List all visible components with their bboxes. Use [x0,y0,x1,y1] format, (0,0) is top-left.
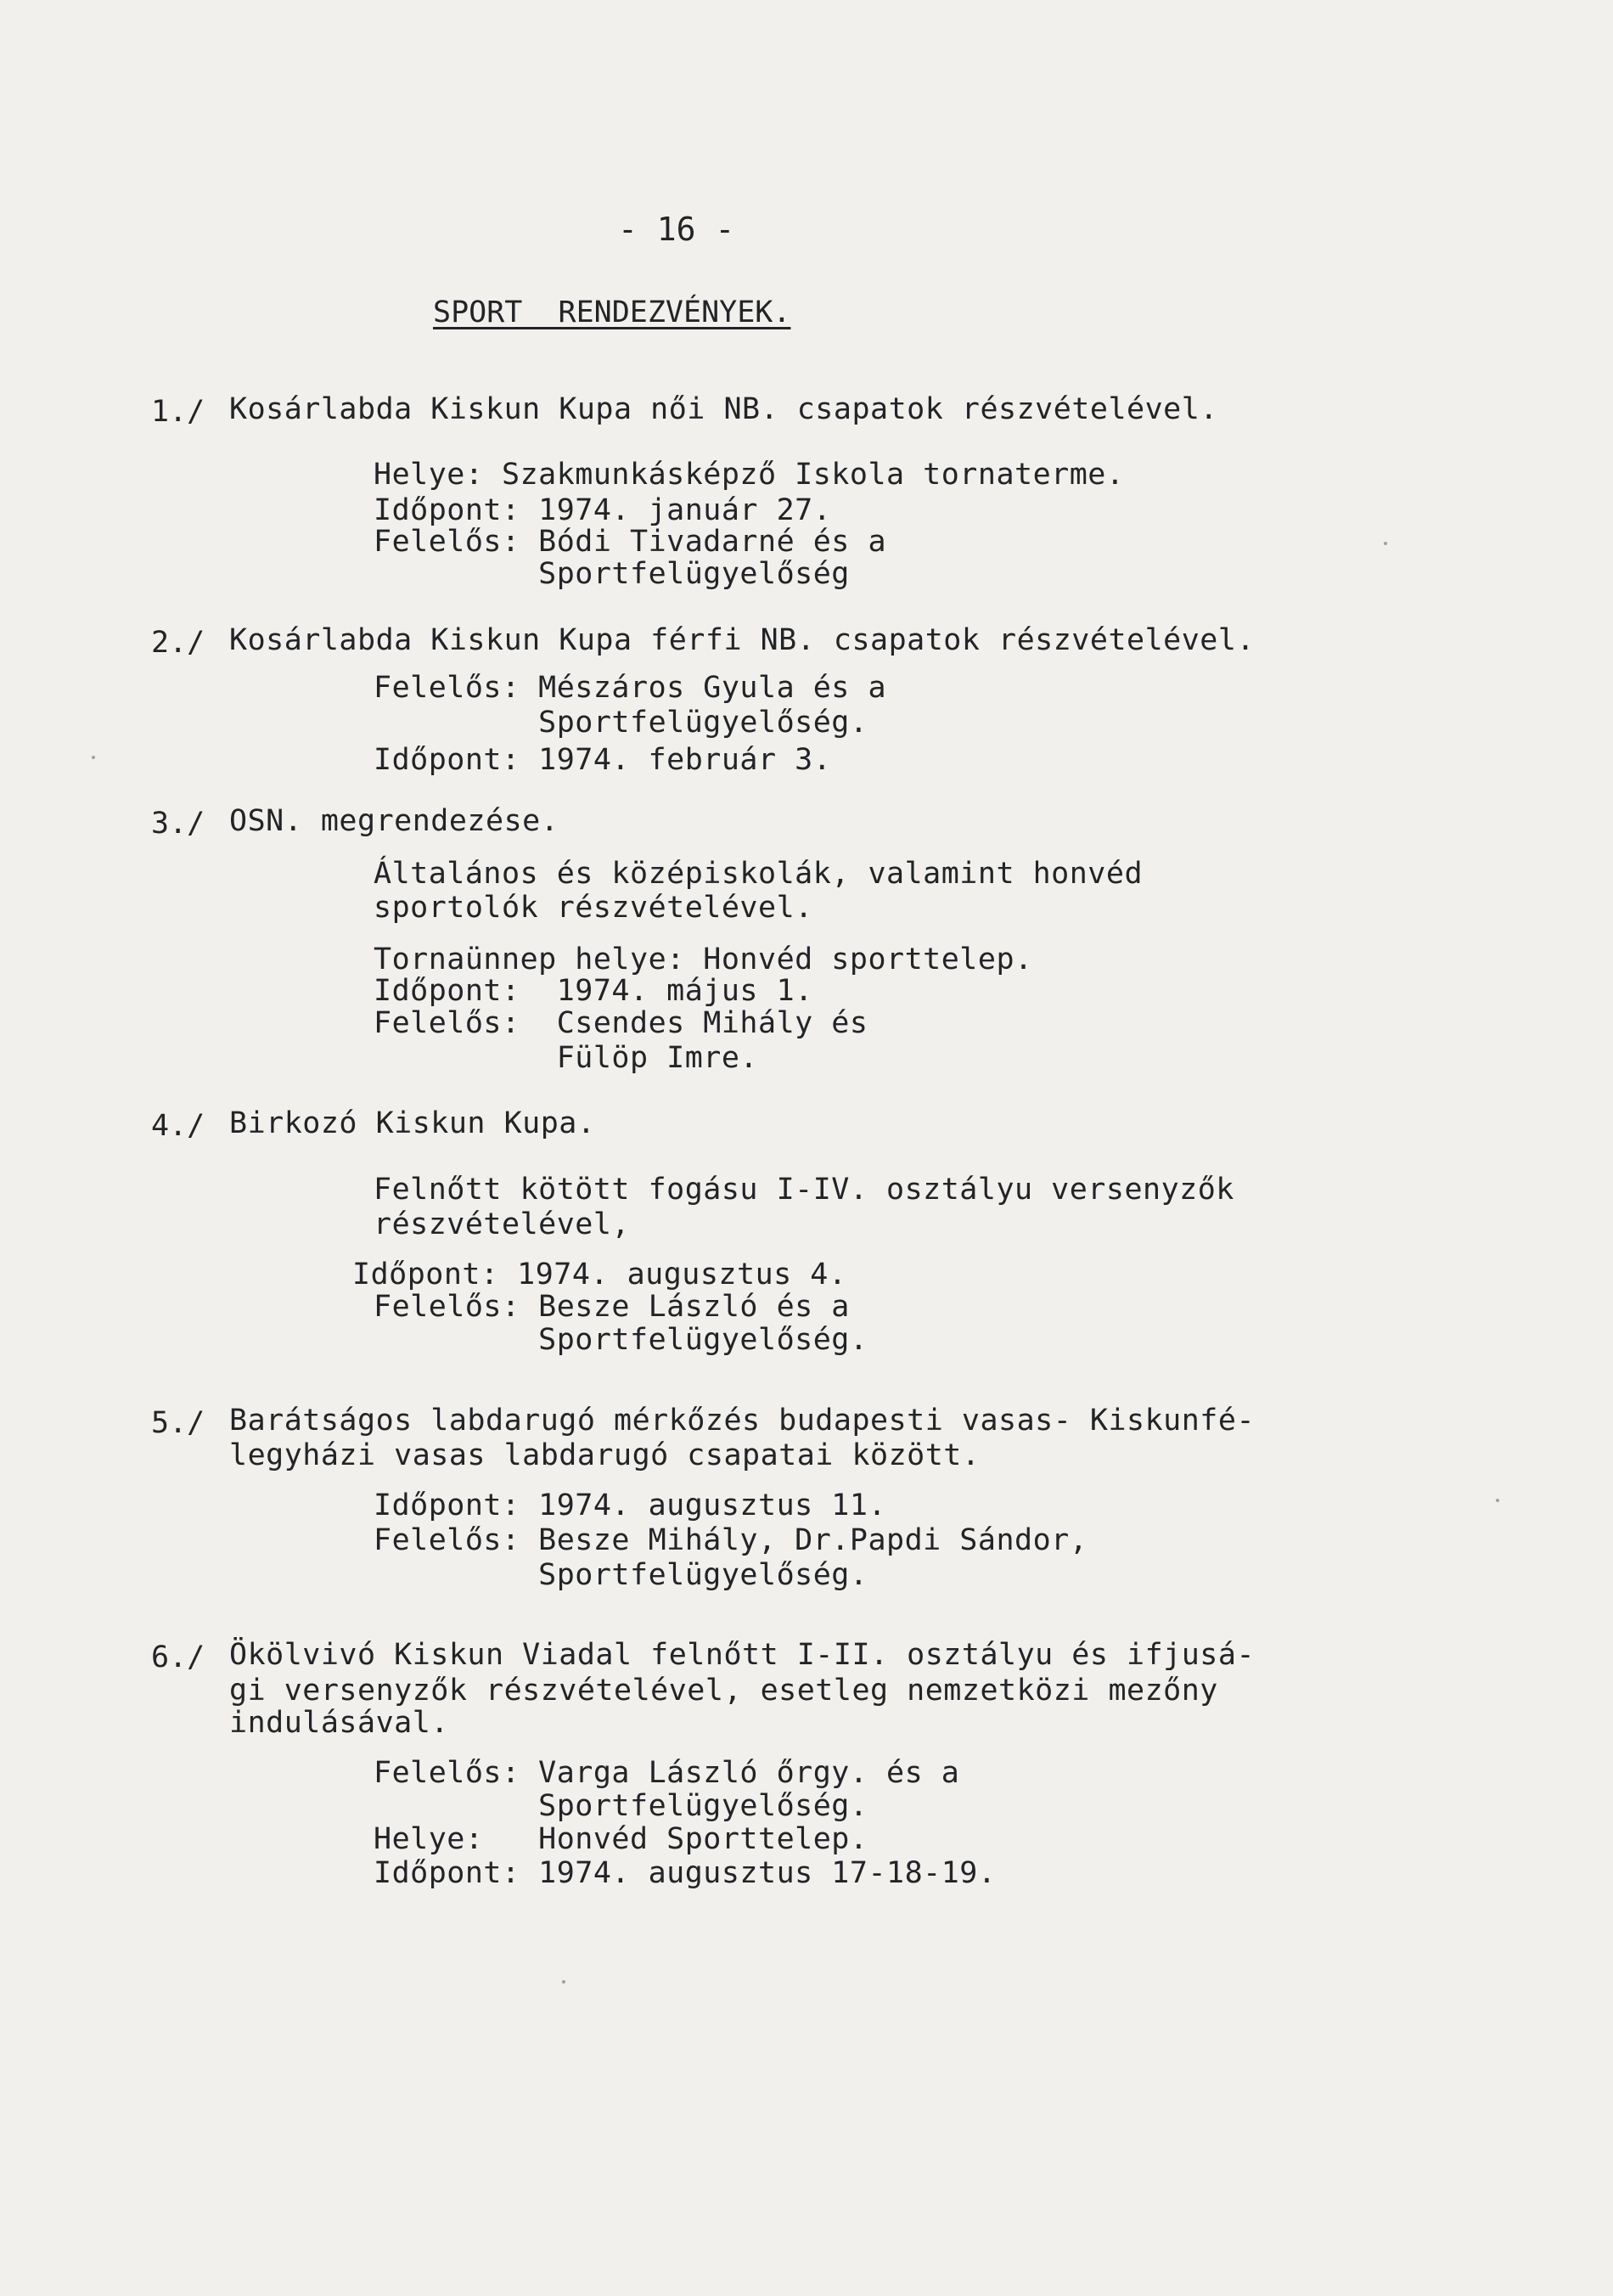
event-detail-line: Tornaünnep helye: Honvéd sporttelep. [374,943,1033,976]
event-detail-line: Sportfelügyelőség. [374,1323,868,1357]
event-title-line: legyházi vasas labdarugó csapatai között. [229,1438,981,1472]
paper-speck [1496,1499,1499,1502]
event-title-line: indulásával. [229,1706,449,1740]
event-title-line: Birkozó Kiskun Kupa. [229,1106,596,1140]
event-detail-line: Sportfelügyelőség [374,557,850,591]
event-detail-line: Helye: Honvéd Sporttelep. [374,1822,868,1856]
section-heading: SPORT RENDEZVÉNYEK. [433,295,791,329]
event-number: 2./ [151,626,205,660]
event-detail-line: Sportfelügyelőség. [374,706,868,740]
event-title-line: gi versenyzők részvételével, esetleg nemzetközi mezőny [229,1674,1218,1708]
event-detail-line: Fülöp Imre. [374,1041,759,1075]
paper-speck [1384,542,1387,545]
event-number: 6./ [151,1640,205,1674]
event-title-line: OSN. megrendezése. [229,804,559,838]
event-detail-line: Időpont: 1974. augusztus 17-18-19. [374,1856,997,1890]
event-detail-line: Időpont: 1974. február 3. [374,743,832,777]
event-title-line: Ökölvivó Kiskun Viadal felnőtt I-II. osztályu és ifjusá- [229,1638,1256,1672]
event-detail-line: Sportfelügyelőség. [374,1558,868,1592]
paper-speck [92,756,95,759]
event-detail-line: Felelős: Besze Mihály, Dr.Papdi Sándor, [374,1523,1088,1557]
event-detail-line: Helye: Szakmunkásképző Iskola tornaterme. [374,458,1125,492]
event-detail-line: Felelős: Besze László és a [374,1290,850,1324]
event-detail-line: Felelős: Bódi Tivadarné és a [374,525,887,559]
event-detail-line: Sportfelügyelőség. [374,1789,868,1823]
event-detail-line: Felnőtt kötött fogásu I-IV. osztályu versenyzők [374,1173,1234,1207]
event-detail-line: Időpont: 1974. január 27. [374,493,832,527]
event-number: 4./ [151,1109,205,1143]
event-number: 3./ [151,807,205,841]
event-detail-line: Felelős: Csendes Mihály és [374,1006,868,1040]
event-number: 1./ [151,395,205,429]
page-number: - 16 - [618,211,735,248]
event-title-line: Barátságos labdarugó mérkőzés budapesti vasas- Kiskunfé- [229,1404,1256,1438]
event-detail-line: Felelős: Mészáros Gyula és a [374,671,887,705]
event-detail-line: Időpont: 1974. május 1. [374,974,813,1008]
event-detail-line: Felelős: Varga László őrgy. és a [374,1756,960,1790]
event-detail-line: Időpont: 1974. augusztus 11. [374,1488,887,1522]
event-detail-line: Általános és középiskolák, valamint honvéd [374,857,1144,891]
event-title-line: Kosárlabda Kiskun Kupa női NB. csapatok részvételével. [229,392,1218,426]
event-detail-line: részvételével, [374,1207,631,1241]
event-detail-line: Időpont: 1974. augusztus 4. [352,1258,847,1292]
event-title-line: Kosárlabda Kiskun Kupa férfi NB. csapatok részvételével. [229,623,1256,657]
paper-speck [562,1980,565,1984]
event-number: 5./ [151,1406,205,1440]
event-detail-line: sportolók részvételével. [374,891,813,925]
